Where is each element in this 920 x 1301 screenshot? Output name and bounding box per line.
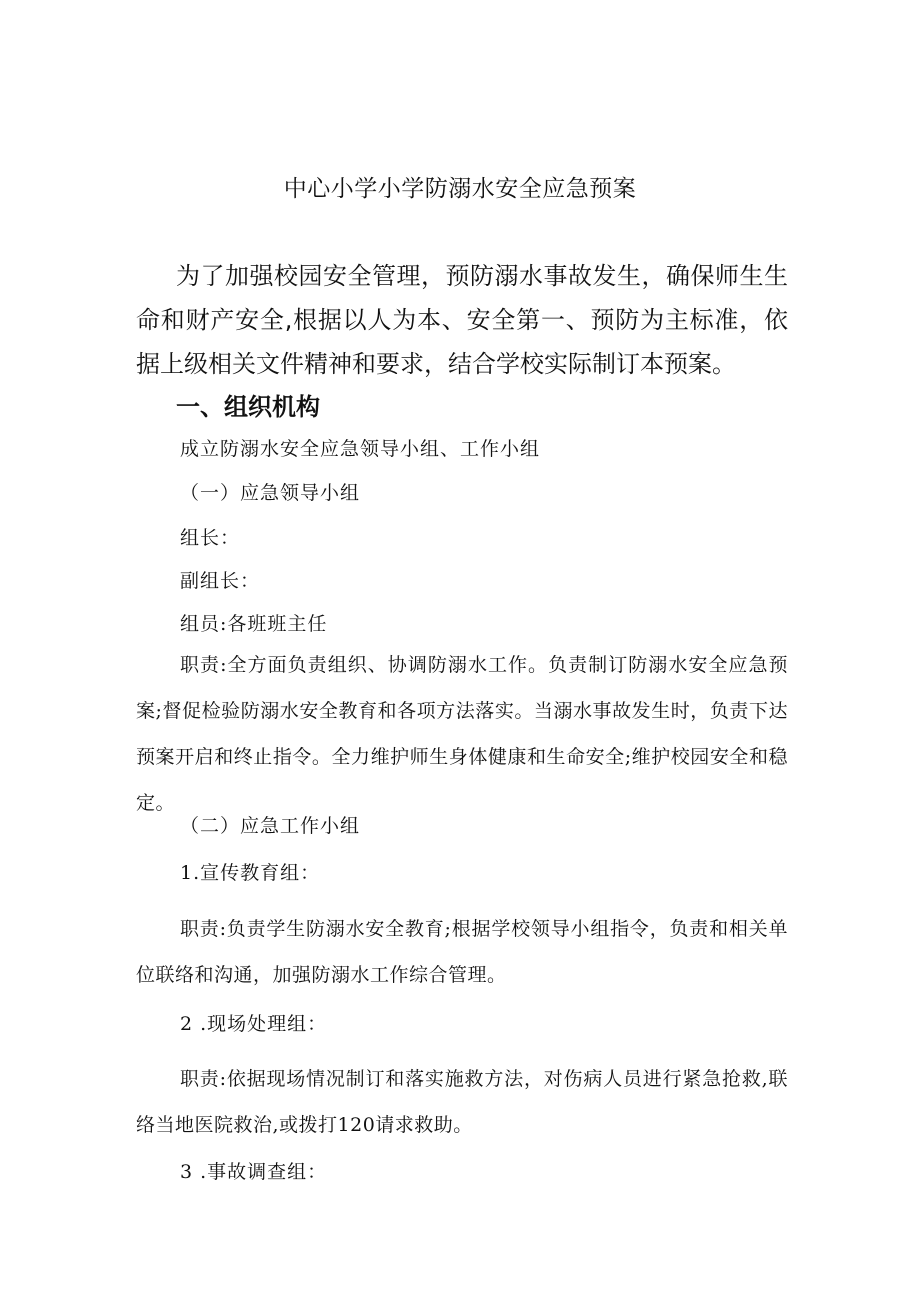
group-heading-investigation: 3 .事故调查组： bbox=[180, 1161, 328, 1183]
publicity-duty-paragraph: 职责:负责学生防溺水安全教育;根据学校领导小组指令，负责和相关单位联络和沟通，加强防溺水工作综合管理。 bbox=[136, 918, 788, 986]
intro-paragraph: 为了加强校园安全管理，预防溺水事故发生，确保师生生命和财产安全,根据以人为本、安全第一、预防为主标准，依据上级相关文件精神和要求，结合学校实际制订本预案。 bbox=[136, 262, 788, 378]
group-heading-publicity: 1.宣传教育组： bbox=[180, 862, 321, 884]
subsection-heading-work-group: （二）应急工作小组 bbox=[180, 815, 361, 837]
section-heading-organization: 一、组织机构 bbox=[176, 393, 320, 421]
leader-line: 组长： bbox=[180, 527, 241, 549]
onsite-duty-paragraph: 职责:依据现场情况制订和落实施救方法，对伤病人员进行紧急抢救,联络当地医院救治,或拨打120请求救助。 bbox=[136, 1068, 788, 1136]
members-line: 组员:各班班主任 bbox=[180, 613, 328, 635]
document-title: 中心小学小学防溺水安全应急预案 bbox=[283, 176, 637, 202]
group-heading-onsite: 2 .现场处理组： bbox=[180, 1013, 328, 1035]
section-intro-line: 成立防溺水安全应急领导小组、工作小组 bbox=[180, 438, 541, 460]
deputy-leader-line: 副组长： bbox=[180, 570, 261, 592]
leadership-duty-paragraph: 职责:全方面负责组织、协调防溺水工作。负责制订防溺水安全应急预案;督促检验防溺水安全教育和各项方法落实。当溺水事故发生时，负责下达预案开启和终止指令。全力维护师生身体健康和生命安全;维护校园安全和稳定。 bbox=[136, 654, 788, 814]
subsection-heading-leadership: （一）应急领导小组 bbox=[180, 482, 361, 504]
